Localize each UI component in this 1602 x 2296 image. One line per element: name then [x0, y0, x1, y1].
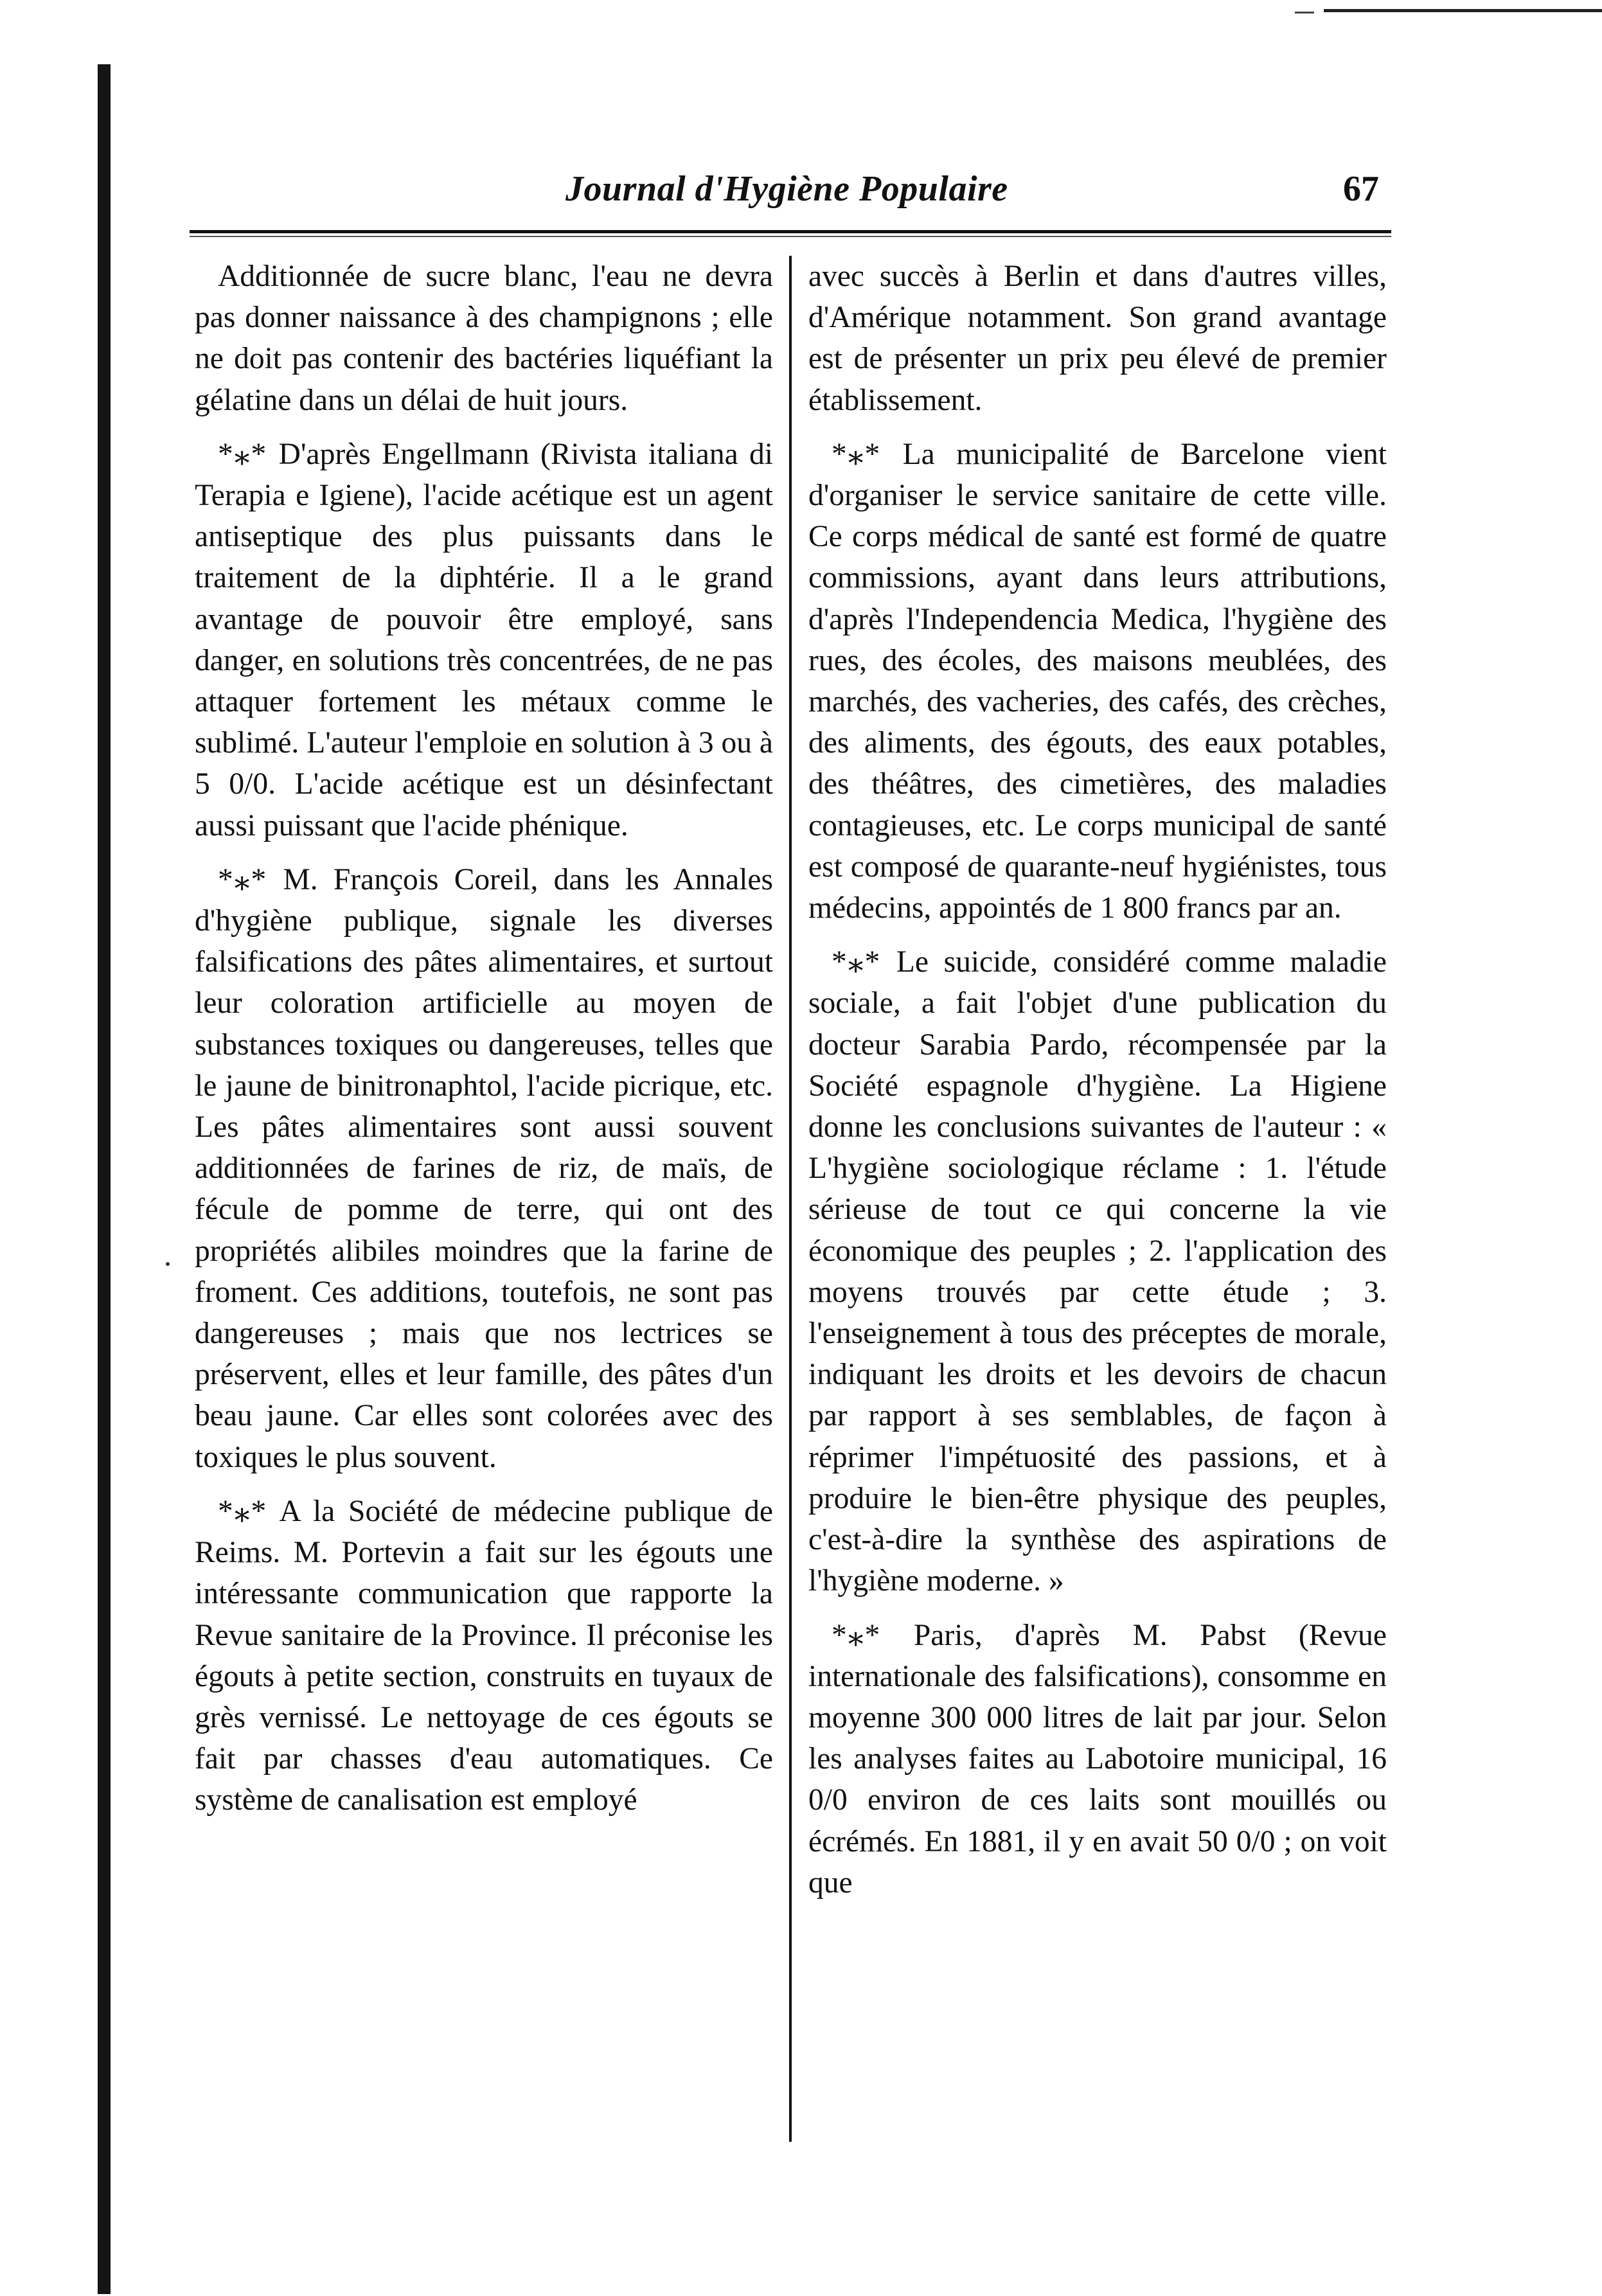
- running-header-title: Journal d'Hygiène Populaire: [565, 169, 1008, 209]
- asterism-mark: *⁎*: [218, 1494, 268, 1528]
- asterism-mark: *⁎*: [832, 437, 882, 471]
- paragraph-text: Le suicide, considéré comme maladie sociale, a fait l'objet d'une publication du docteur Sarabia Pardo, récompensée par la Société espagnole d'hygiène. La Higiene donne les conclusions suivantes de l'auteur : « L'hygiène sociologique réclame : 1. l'étude sérieuse de tout ce qui concerne la vie économique des peuples ; 2. l'application des moyens trouvés par cette étude ; 3. l'enseignement à tous des préceptes de morale, indiquant les droits et les devoirs de chacun par rapport à ses semblables, de façon à réprimer l'impétuosité des passions, et à produire le bien-être physique des peuples, c'est-à-dire la synthèse des aspirations de l'hygiène moderne. »: [808, 945, 1387, 1598]
- asterism-mark: *⁎*: [832, 1618, 882, 1652]
- paragraph-text: Additionnée de sucre blanc, l'eau ne devra pas donner naissance à des champignons ; elle ne doit pas contenir des bactéries liquéfiant la gélatine dans un délai de huit jours.: [195, 260, 773, 417]
- paragraph: [195, 256, 773, 421]
- page-number: 67: [1343, 169, 1379, 209]
- left-column: [195, 256, 773, 1834]
- paragraph: [195, 434, 773, 846]
- paragraph: [195, 1491, 773, 1821]
- paragraph: [808, 434, 1387, 929]
- paragraph-text: La municipalité de Barcelone vient d'organiser le service sanitaire de cette ville. Ce corps médical de santé est formé de quatre commissions, ayant dans leurs attributions, d'après l'Independencia Medica, l'hygiène des rues, des écoles, des maisons meublées, des marchés, des vacheries, des cafés, des crèches, des aliments, des égouts, des eaux potables, des théâtres, des cimetières, des maladies contagieuses, etc. Le corps municipal de santé est composé de quarante-neuf hygiénistes, tous médecins, appointés de 1 800 francs par an.: [808, 437, 1387, 925]
- asterism-mark: *⁎*: [218, 437, 268, 471]
- asterism-mark: *⁎*: [832, 945, 882, 979]
- paragraph-text: avec succès à Berlin et dans d'autres villes, d'Amérique notamment. Son grand avantage est de présenter un prix peu élevé de premier établissement.: [808, 260, 1387, 417]
- stray-ink-mark: [166, 1262, 170, 1266]
- paragraph-text: A la Société de médecine publique de Reims. M. Portevin a fait sur les égouts une intéressante communication que rapporte la Revue sanitaire de la Province. Il préconise les égouts à petite section, construits en tuyaux de grès vernissé. Le nettoyage de ces égouts se fait par chasses d'eau automatiques. Ce système de canalisation est employé: [195, 1494, 773, 1817]
- paragraph-text: M. François Coreil, dans les Annales d'hygiène publique, signale les diverses falsifications des pâtes alimentaires, et surtout leur coloration artificielle au moyen de substances toxiques ou dangereuses, telles que le jaune de binitronaphtol, l'acide picrique, etc. Les pâtes alimentaires sont aussi souvent additionnées de farines de riz, de maïs, de fécule de pomme de terre, qui ont des propriétés alibiles moindres que la farine de froment. Ces additions, toutefois, ne sont pas dangereuses ; mais que nos lectrices se préservent, elles et leur famille, des pâtes d'un beau jaune. Car elles sont colorées avec des toxiques le plus souvent.: [195, 862, 773, 1474]
- asterism-mark: *⁎*: [218, 862, 268, 896]
- paragraph-text: D'après Engellmann (Rivista italiana di Terapia e Igiene), l'acide acétique est un agent antiseptique des plus puissants dans le traitement de la diphtérie. Il a le grand avantage de pouvoir être employé, sans danger, en solutions très concentrées, de ne pas attaquer fortement les métaux comme le sublimé. L'auteur l'emploie en solution à 3 ou à 5 0/0. L'acide acétique est un désinfectant aussi puissant que l'acide phénique.: [195, 437, 773, 842]
- paragraph: [195, 859, 773, 1478]
- paragraph-text: Paris, d'après M. Pabst (Revue internationale des falsifications), consomme en moyenne 300 000 litres de lait par jour. Selon les analyses faites au Labotoire municipal, 16 0/0 environ de ces laits sont mouillés ou écrémés. En 1881, il y en avait 50 0/0 ; on voit que: [808, 1618, 1387, 1900]
- corner-dash: [1295, 12, 1314, 13]
- paragraph: [808, 256, 1387, 421]
- header-rule: [190, 230, 1391, 233]
- column-divider: [789, 256, 792, 2142]
- corner-rule: [1324, 9, 1602, 12]
- header-rule-thin: [190, 236, 1391, 237]
- paragraph: [808, 1615, 1387, 1903]
- paragraph: [808, 941, 1387, 1601]
- binding-edge: [98, 64, 111, 2294]
- right-column: [808, 256, 1387, 1916]
